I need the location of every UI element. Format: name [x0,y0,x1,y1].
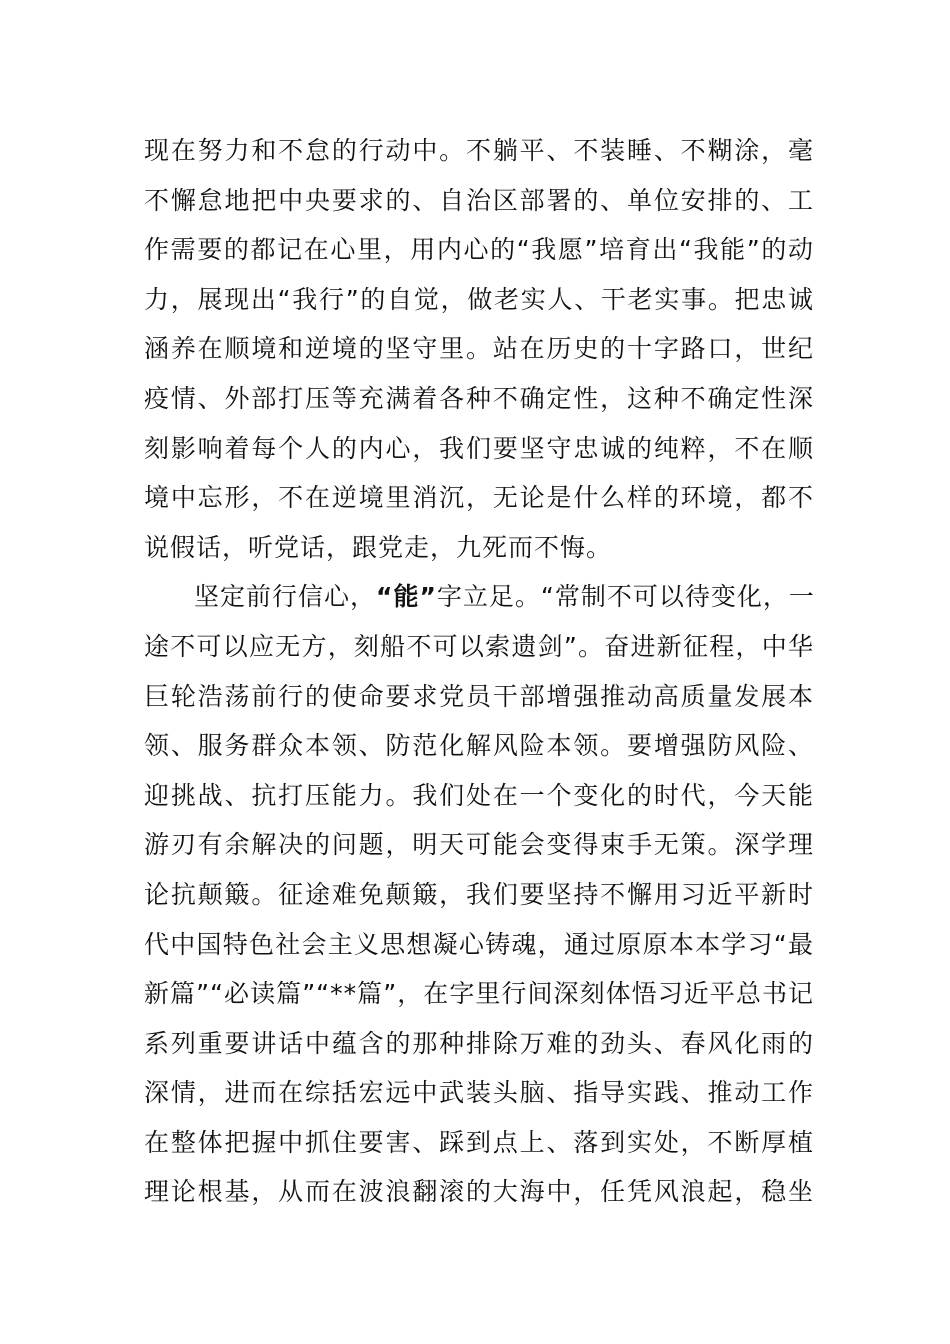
text-line: 巨轮浩荡前行的使命要求党员干部增强推动高质量发展本 [144,681,814,711]
text-line: 疫情、外部打压等充满着各种不确定性，这种不确定性深 [144,383,814,413]
text-line: 理论根基，从而在波浪翻滚的大海中，任凭风浪起，稳坐 [144,1177,814,1207]
text-line: 刻影响着每个人的内心，我们要坚守忠诚的纯粹，不在顺 [144,433,814,463]
text-line: 领、服务群众本领、防范化解风险本领。要增强防风险、 [144,731,814,761]
body-text [144,126,814,1217]
text-line: 游刃有余解决的问题，明天可能会变得束手无策。深学理 [144,830,814,860]
text-line: 在整体把握中抓住要害、踩到点上、落到实处，不断厚植 [144,1127,814,1157]
para2-lead: 坚定前行信心， [194,582,377,612]
text-line: 不懈怠地把中央要求的、自治区部署的、单位安排的、工 [144,185,814,215]
para2-lead-rest: 字立足。“常制不可以待变化，一 [436,582,815,612]
text-line: 现在努力和不怠的行动中。不躺平、不装睡、不糊涂，毫 [144,136,814,165]
text-line: 途不可以应无方，刻船不可以索遗剑”。奋进新征程，中华 [144,631,814,661]
text-line: 代中国特色社会主义思想凝心铸魂，通过原原本本学习“最 [144,929,814,959]
text-line: 论抗颠簸。征途难免颠簸，我们要坚持不懈用习近平新时 [144,879,814,909]
text-line: 力，展现出“我行”的自觉，做老实人、干老实事。把忠诚 [144,284,814,314]
text-line: 涵养在顺境和逆境的坚守里。站在历史的十字路口，世纪 [144,334,814,364]
text-line: 深情，进而在综括宏远中武装头脑、指导实践、推动工作 [144,1078,814,1108]
paragraph-heading-line [144,572,814,622]
text-line: 境中忘形，不在逆境里消沉，无论是什么样的环境，都不 [144,483,814,513]
text-line: 系列重要讲话中蕴含的那种排除万难的劲头、春风化雨的 [144,1028,814,1058]
text-line: 迎挑战、抗打压能力。我们处在一个变化的时代，今天能 [144,780,814,810]
text-line: 作需要的都记在心里，用内心的“我愿”培育出“我能”的动 [144,235,814,265]
para2-bold-keyword: “能” [376,582,437,612]
text-line: 说假话，听党话，跟党走，九死而不悔。 [144,532,613,562]
text-line: 新篇”“必读篇”“**篇”，在字里行间深刻体悟习近平总书记 [144,979,814,1009]
